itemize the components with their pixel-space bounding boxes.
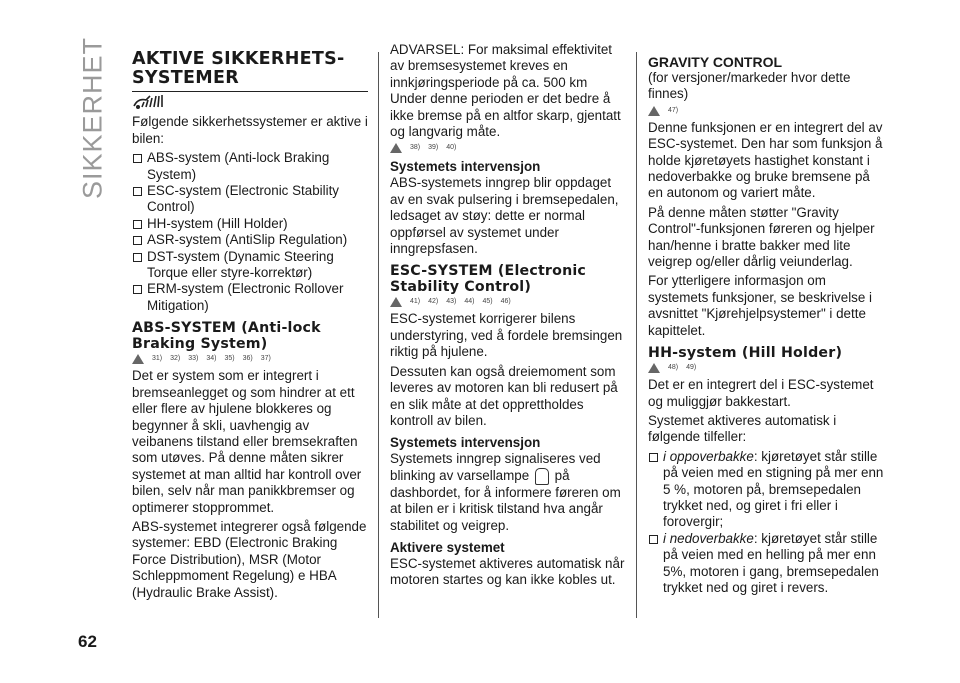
column-3 bbox=[648, 42, 884, 596]
warning-icon bbox=[648, 363, 660, 373]
abs-heading: ABS-SYSTEM (Anti-lock Braking System) bbox=[132, 320, 321, 353]
paragraph: ESC-systemet aktiveres automatisk når motoren startes og kan ikke kobles ut. bbox=[390, 555, 625, 588]
paragraph: Det er en integrert del i ESC-systemet og muliggjør bakkestart. bbox=[648, 377, 874, 409]
warning-icon bbox=[390, 143, 402, 153]
subheading: Systemets intervensjon bbox=[390, 159, 541, 175]
paragraph: Det er system som er integrert i bremseanlegget og som hindrer at ett eller flere av hjulene blokkeres og begynner å skli, uavhengig av veibanens tilstand eller bremsekraften som utøves. På denne måten sikrer systemet at man alltid har kontroll over bilen, selv når man panikkbremser og optimerer stopprommet. bbox=[132, 368, 362, 515]
paragraph: Dessuten kan også dreiemoment som leveres av motoren kan bli redusert på en slik måte at det opprettholdes kontroll av bilen. bbox=[390, 363, 618, 428]
checkbox-icon bbox=[133, 187, 142, 196]
section-side-tab: SIKKERHET bbox=[77, 36, 108, 199]
esc-warning-lamp-icon bbox=[535, 468, 549, 485]
list-item: DST-system (Dynamic Steering Torque eller styre-korrektør) bbox=[132, 249, 368, 282]
checkbox-icon bbox=[133, 285, 142, 294]
list-item: ESC-system (Electronic Stability Control) bbox=[132, 183, 368, 216]
list-item: HH-system (Hill Holder) bbox=[132, 216, 368, 232]
column-1 bbox=[132, 42, 368, 604]
warning-refs: 47) bbox=[648, 106, 884, 116]
paragraph: (for versjoner/markeder hvor dette finnes) bbox=[648, 70, 851, 102]
list-item: ABS-system (Anti-lock Braking System) bbox=[132, 150, 368, 183]
checkbox-icon bbox=[133, 220, 142, 229]
paragraph: Systemets inngrep signaliseres ved blinking av varsellampe på dashbordet, for å informere føreren om at bilen er i kritisk tilstand hva angår stabilitet og veigrep. bbox=[390, 451, 621, 533]
page-number: 62 bbox=[78, 632, 97, 651]
subheading: Aktivere systemet bbox=[390, 539, 505, 555]
paragraph: På denne måten støtter "Gravity Control"-funksjonen føreren og hjelper han/henne i bratte bakker med lite veigrep og/eller dårlig veiunderlag. bbox=[648, 204, 875, 270]
esc-heading: ESC-SYSTEM (Electronic Stability Control) bbox=[390, 263, 587, 296]
paragraph: ESC-systemet korrigerer bilens understyring, ved å fordele bremsingen riktig på hjulene. bbox=[390, 311, 623, 360]
list-item: i nedoverbakke: kjøretøyet står stille på veien med en helling på mer enn 5%, motoren i gang, bremsepedalen trykket ned og giret i revers. bbox=[648, 531, 884, 597]
warning-refs: 41) 42) 43) 44) 45) 46) bbox=[390, 297, 626, 307]
car-icon bbox=[132, 94, 166, 110]
list-item: ERM-system (Electronic Rollover Mitigation) bbox=[132, 281, 368, 314]
list-item: i oppoverbakke: kjøretøyet står stille på veien med en stigning på mer enn 5 %, motoren på, bremsepedalen trykket ned, og giret i fri eller i forovergir; bbox=[648, 449, 884, 531]
gravity-control-heading: GRAVITY CONTROL bbox=[648, 54, 783, 70]
warning-refs: 48) 49) bbox=[648, 363, 884, 373]
warning-icon bbox=[390, 297, 402, 307]
column-2 bbox=[390, 42, 626, 592]
paragraph: Systemet aktiveres automatisk i følgende tilfeller: bbox=[648, 412, 837, 445]
warning-icon bbox=[648, 106, 660, 116]
column-divider bbox=[378, 52, 379, 618]
checkbox-icon bbox=[133, 253, 142, 262]
checkbox-icon bbox=[133, 236, 142, 245]
hh-heading: HH-system (Hill Holder) bbox=[648, 345, 843, 362]
subheading: Systemets intervensjon bbox=[390, 435, 541, 451]
section-heading: AKTIVE SIKKERHETS-SYSTEMER bbox=[132, 50, 368, 92]
warning-refs: 31) 32) 33) 34) 35) 36) 37) bbox=[132, 354, 368, 364]
checkbox-icon bbox=[649, 453, 658, 462]
paragraph: ABS-systemet integrerer også følgende systemer: EBD (Electronic Braking Force Distribution), MSR (Motor Schleppmoment Regelung) e HBA (Hydraulic Brake Assist). bbox=[132, 518, 367, 600]
intro-text: Følgende sikkerhetssystemer er aktive i bilen: bbox=[132, 114, 368, 146]
warning-icon bbox=[132, 354, 144, 364]
warning-paragraph: ADVARSEL: For maksimal effektivitet av bremsesystemet kreves en innkjøringsperiode på ca. 500 km Under denne perioden er det bedre å ikke bremse på en altfor skarp, gjentatt og langvarig måte. bbox=[390, 42, 621, 140]
list-item: ASR-system (AntiSlip Regulation) bbox=[132, 232, 368, 248]
column-divider bbox=[636, 52, 637, 618]
paragraph: Denne funksjonen er en integrert del av ESC-systemet. Den har som funksjon å holde kjøretøyets hastighet konstant i nedoverbakke og bruke bremsene på en autonom og variert måte. bbox=[648, 119, 883, 201]
checkbox-icon bbox=[133, 154, 142, 163]
checkbox-icon bbox=[649, 535, 658, 544]
warning-refs: 38) 39) 40) bbox=[390, 143, 626, 153]
paragraph: ABS-systemets inngrep blir oppdaget av en svak pulsering i bremsepedalen, ledsaget av støy: dette er normal oppførsel av systemet under inngrepsfasen. bbox=[390, 175, 619, 257]
paragraph: For ytterligere informasjon om systemets funksjoner, se beskrivelse i avsnittet "Kjørehjelpsystemer" i dette kapittelet. bbox=[648, 273, 873, 338]
